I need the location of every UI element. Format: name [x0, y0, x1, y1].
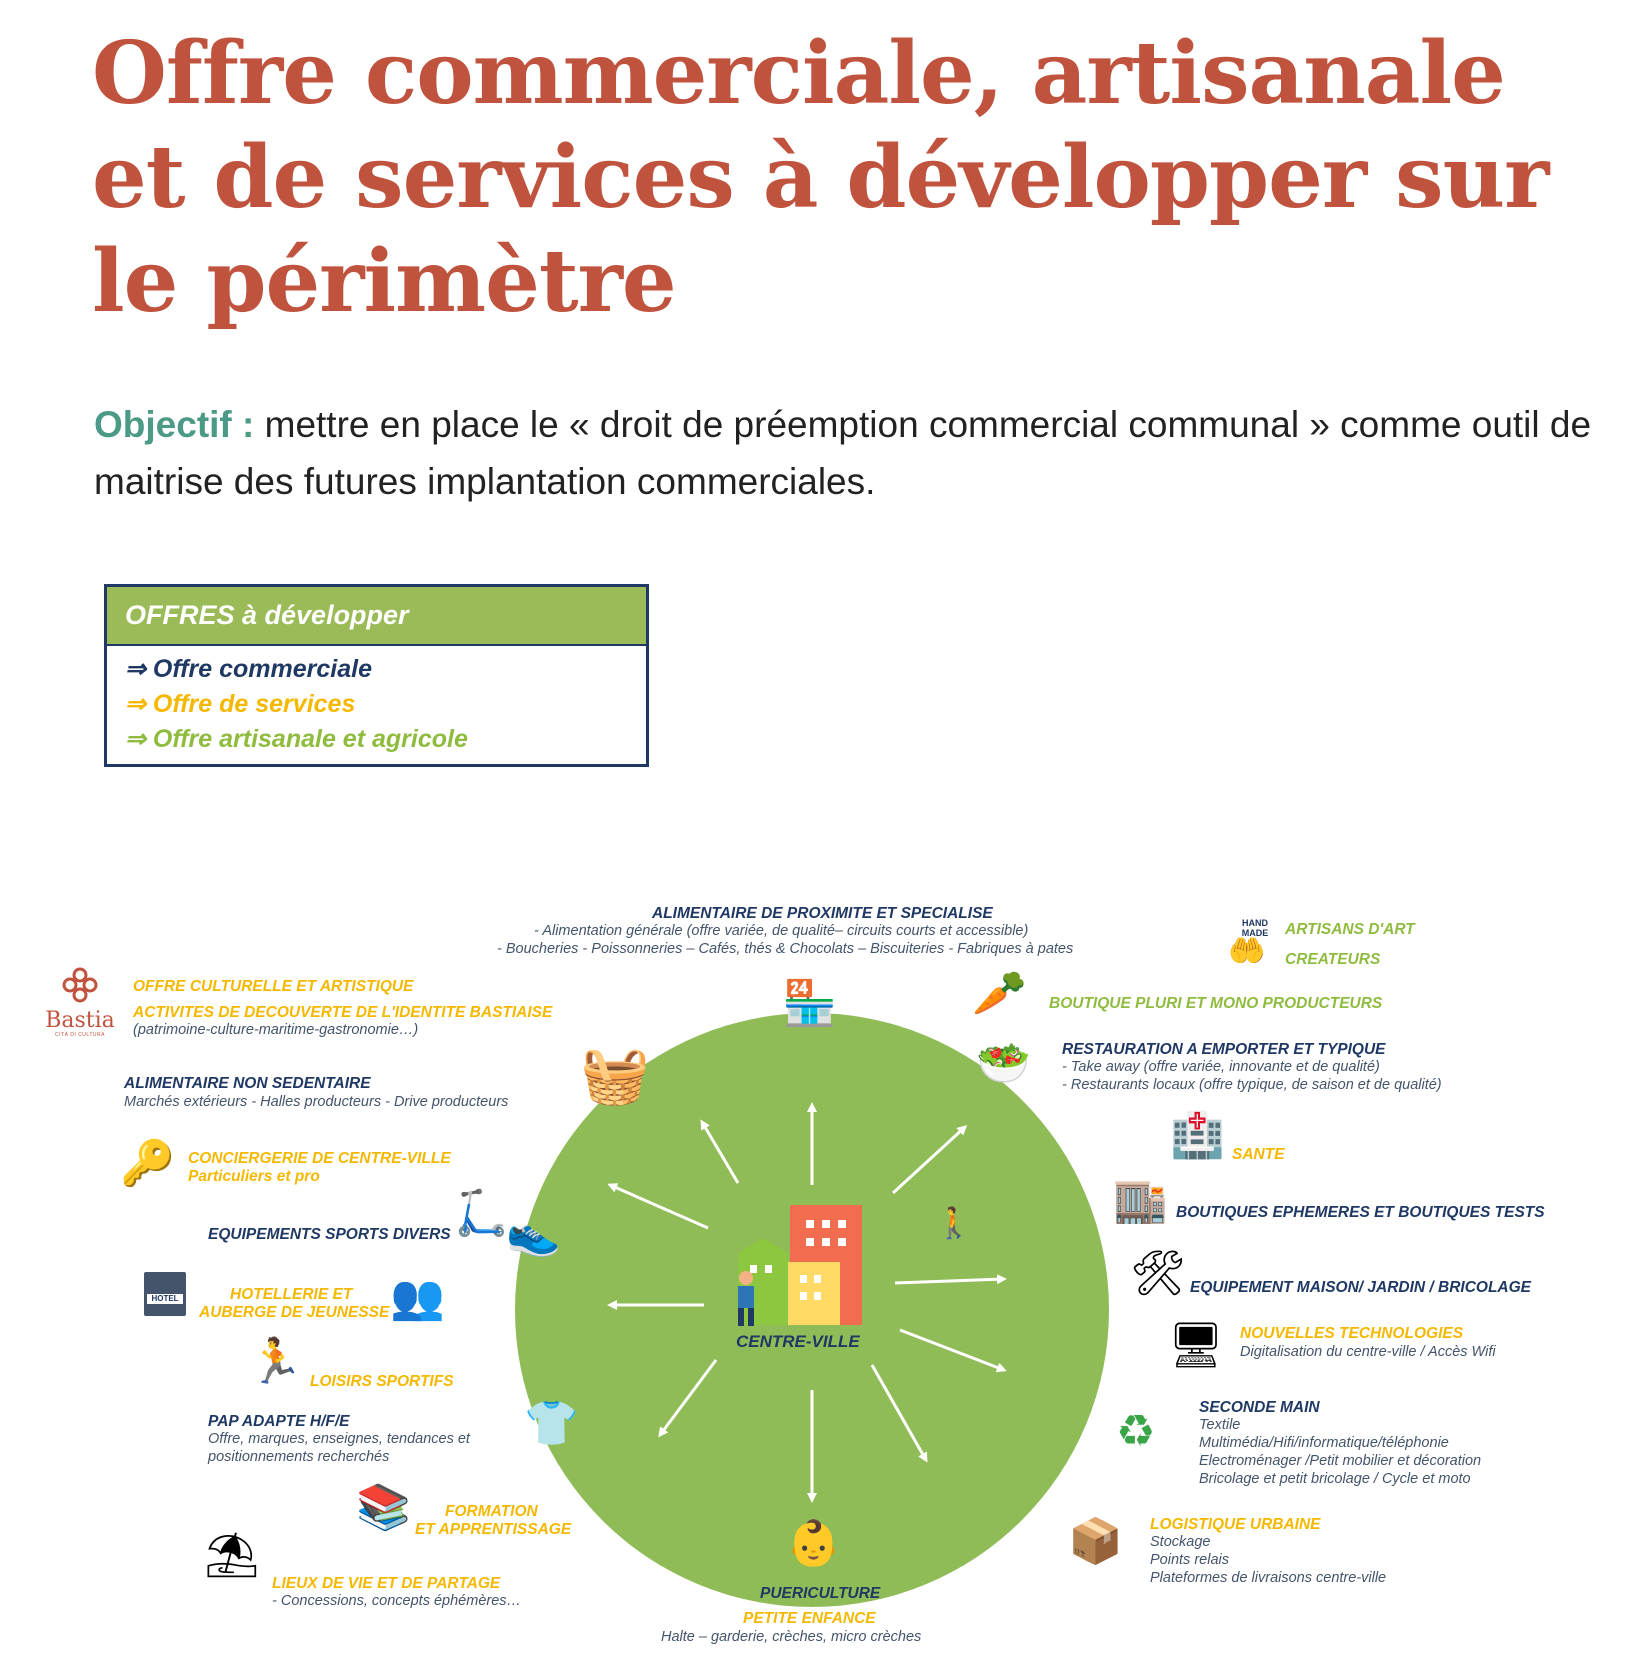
hotel-icon — [144, 1272, 186, 1316]
baby-icon: 👶 — [786, 1519, 841, 1568]
item-alimentaire-non-sedentaire-line1: Marchés extérieurs - Halles producteurs - Drive producteurs — [124, 1094, 509, 1110]
centre-ville-label: CENTRE-VILLE — [736, 1332, 860, 1351]
logo-name: Bastia — [45, 1008, 115, 1033]
item-seconde-main-line: Electroménager /Petit mobilier et décoration — [1199, 1453, 1482, 1469]
item-identite-title: ACTIVITES DE DECOUVERTE DE L'IDENTITE BASTIAISE — [133, 1004, 553, 1021]
item-alimentaire-proximite-line2: - Boucheries - Poissonneries – Cafés, thés & Chocolats – Biscuiteries - Fabriques à pates — [497, 941, 1074, 957]
storefront-icon: 🏬 — [1113, 1176, 1168, 1225]
item-apprentissage-title: ET APPRENTISSAGE — [415, 1521, 572, 1538]
item-pap-line2: positionnements recherchés — [208, 1449, 390, 1465]
item-alimentaire-proximite-title: ALIMENTAIRE DE PROXIMITE ET SPECIALISE — [652, 905, 993, 922]
item-nouvelles-technologies-title: NOUVELLES TECHNOLOGIES — [1240, 1325, 1464, 1342]
group-people-icon: 👥 — [390, 1273, 445, 1322]
books-icon: 📚 — [356, 1483, 411, 1532]
arrow-icon: ⇒ — [125, 725, 146, 753]
item-restauration-title: RESTAURATION A EMPORTER ET TYPIQUE — [1062, 1041, 1386, 1058]
clothing-icon: 👕 — [524, 1399, 579, 1448]
page-title: Offre commerciale, artisanale et de services à développer sur le périmètre — [92, 23, 1549, 332]
item-seconde-main-line: Bricolage et petit bricolage / Cycle et moto — [1199, 1471, 1471, 1487]
logo-tagline: CITÀ DI CULTURA — [55, 1032, 105, 1038]
item-alimentaire-non-sedentaire-title: ALIMENTAIRE NON SEDENTAIRE — [124, 1075, 371, 1092]
computer-icon: 🖥 — [1168, 1321, 1224, 1370]
crate-vegetables-icon: 🧺 — [580, 1043, 650, 1106]
item-lieux-vie-line1: - Concessions, concepts éphémères… — [272, 1593, 522, 1609]
runner-icon: 🏃 — [248, 1337, 303, 1386]
item-pap-title: PAP ADAPTE H/F/E — [208, 1413, 350, 1430]
item-lieux-vie-title: LIEUX DE VIE ET DE PARTAGE — [272, 1575, 501, 1592]
legend-label: Offre de services — [152, 690, 356, 718]
item-logistique-line: Points relais — [1150, 1552, 1229, 1568]
item-seconde-main-lines — [1199, 1416, 1481, 1488]
item-sante-title: SANTE — [1232, 1146, 1285, 1163]
item-createurs-title: CREATEURS — [1285, 951, 1381, 968]
item-restauration-line2: - Restaurants locaux (offre typique, de saison et de qualité) — [1062, 1077, 1442, 1093]
item-nouvelles-technologies-line1: Digitalisation du centre-ville / Accès Wifi — [1240, 1344, 1496, 1360]
objective-body: mettre en place le « droit de préemption commercial communal » comme outil de maitrise des futures implantation commerciales. — [94, 404, 1592, 502]
salad-bowl-icon: 🥗 — [976, 1039, 1031, 1088]
handmade-icon: HAND MADE — [1241, 918, 1269, 938]
hand-truck-icon: 📦 — [1068, 1517, 1123, 1566]
objective-label: Objectif : — [94, 404, 255, 445]
arrow-icon: ⇒ — [125, 690, 146, 718]
item-equipements-sports-title: EQUIPEMENTS SPORTS DIVERS — [208, 1226, 451, 1243]
key-hand-icon: 🔑 — [120, 1139, 175, 1188]
item-logistique-title: LOGISTIQUE URBAINE — [1150, 1516, 1321, 1533]
item-logistique-lines — [1150, 1533, 1386, 1587]
terrace-umbrella-icon: ⛱ — [204, 1531, 260, 1580]
legend-header: OFFRES à développer — [107, 587, 646, 646]
tools-icon: 🛠 — [1130, 1249, 1186, 1298]
item-hotellerie-title: HOTELLERIE ET — [230, 1286, 353, 1303]
item-auberge-title: AUBERGE DE JEUNESSE — [199, 1304, 390, 1321]
item-seconde-main-line: Multimédia/Hifi/informatique/téléphonie — [1199, 1435, 1449, 1451]
item-seconde-main-line: Textile — [1199, 1417, 1241, 1433]
shop-icon: 🏪 — [782, 979, 837, 1028]
item-artisans-title: ARTISANS D'ART — [1285, 921, 1415, 938]
vegetables-icon: 🥕 — [972, 969, 1027, 1018]
bastia-logo — [40, 965, 120, 1038]
item-boutiques-ephemeres-title: BOUTIQUES EPHEMERES ET BOUTIQUES TESTS — [1176, 1204, 1545, 1221]
hotel-sign: HOTEL — [147, 1294, 183, 1304]
item-restauration-line1: - Take away (offre variée, innovante et de qualité) — [1062, 1059, 1380, 1075]
item-pap-line1: Offre, marques, enseignes, tendances et — [208, 1431, 470, 1447]
recycle-icon: ♻ — [1116, 1407, 1156, 1456]
item-alimentaire-proximite-line1: - Alimentation générale (offre variée, de qualité– circuits courts et accessible) — [534, 923, 1029, 939]
item-seconde-main-title: SECONDE MAIN — [1199, 1399, 1320, 1416]
item-petite-enfance-title: PETITE ENFANCE — [743, 1610, 876, 1627]
item-equipement-maison-title: EQUIPEMENT MAISON/ JARDIN / BRICOLAGE — [1190, 1279, 1532, 1296]
couple-walking-icon: 🚶 — [935, 1207, 973, 1240]
item-loisirs-title: LOISIRS SPORTIFS — [310, 1373, 454, 1390]
scooter-icon: 🛴 — [454, 1189, 509, 1238]
hands-heart-icon: 🤲 — [1228, 935, 1266, 968]
item-boutique-producteurs-title: BOUTIQUE PLURI ET MONO PRODUCTEURS — [1049, 995, 1383, 1012]
legend-label: Offre artisanale et agricole — [152, 725, 468, 753]
item-logistique-line: Stockage — [1150, 1534, 1211, 1550]
item-culturelle-title: OFFRE CULTURELLE ET ARTISTIQUE — [133, 978, 414, 995]
item-culturelle-line1: (patrimoine-culture-maritime-gastronomie…) — [133, 1022, 419, 1038]
item-conciergerie-subtitle: Particuliers et pro — [188, 1168, 320, 1185]
item-logistique-line: Plateformes de livraisons centre-ville — [1150, 1570, 1387, 1586]
item-conciergerie-title: CONCIERGERIE DE CENTRE-VILLE — [188, 1150, 451, 1167]
item-formation-title: FORMATION — [445, 1503, 538, 1520]
item-puericulture-line1: Halte – garderie, crèches, micro crèches — [661, 1629, 922, 1645]
sneaker-icon: 👟 — [506, 1209, 561, 1258]
arrow-icon: ⇒ — [125, 655, 146, 683]
item-puericulture-title: PUERICULTURE — [760, 1585, 881, 1602]
bastia-emblem-icon — [60, 965, 100, 1005]
hospital-icon: 🏥 — [1170, 1111, 1225, 1160]
legend-label: Offre commerciale — [152, 655, 372, 683]
